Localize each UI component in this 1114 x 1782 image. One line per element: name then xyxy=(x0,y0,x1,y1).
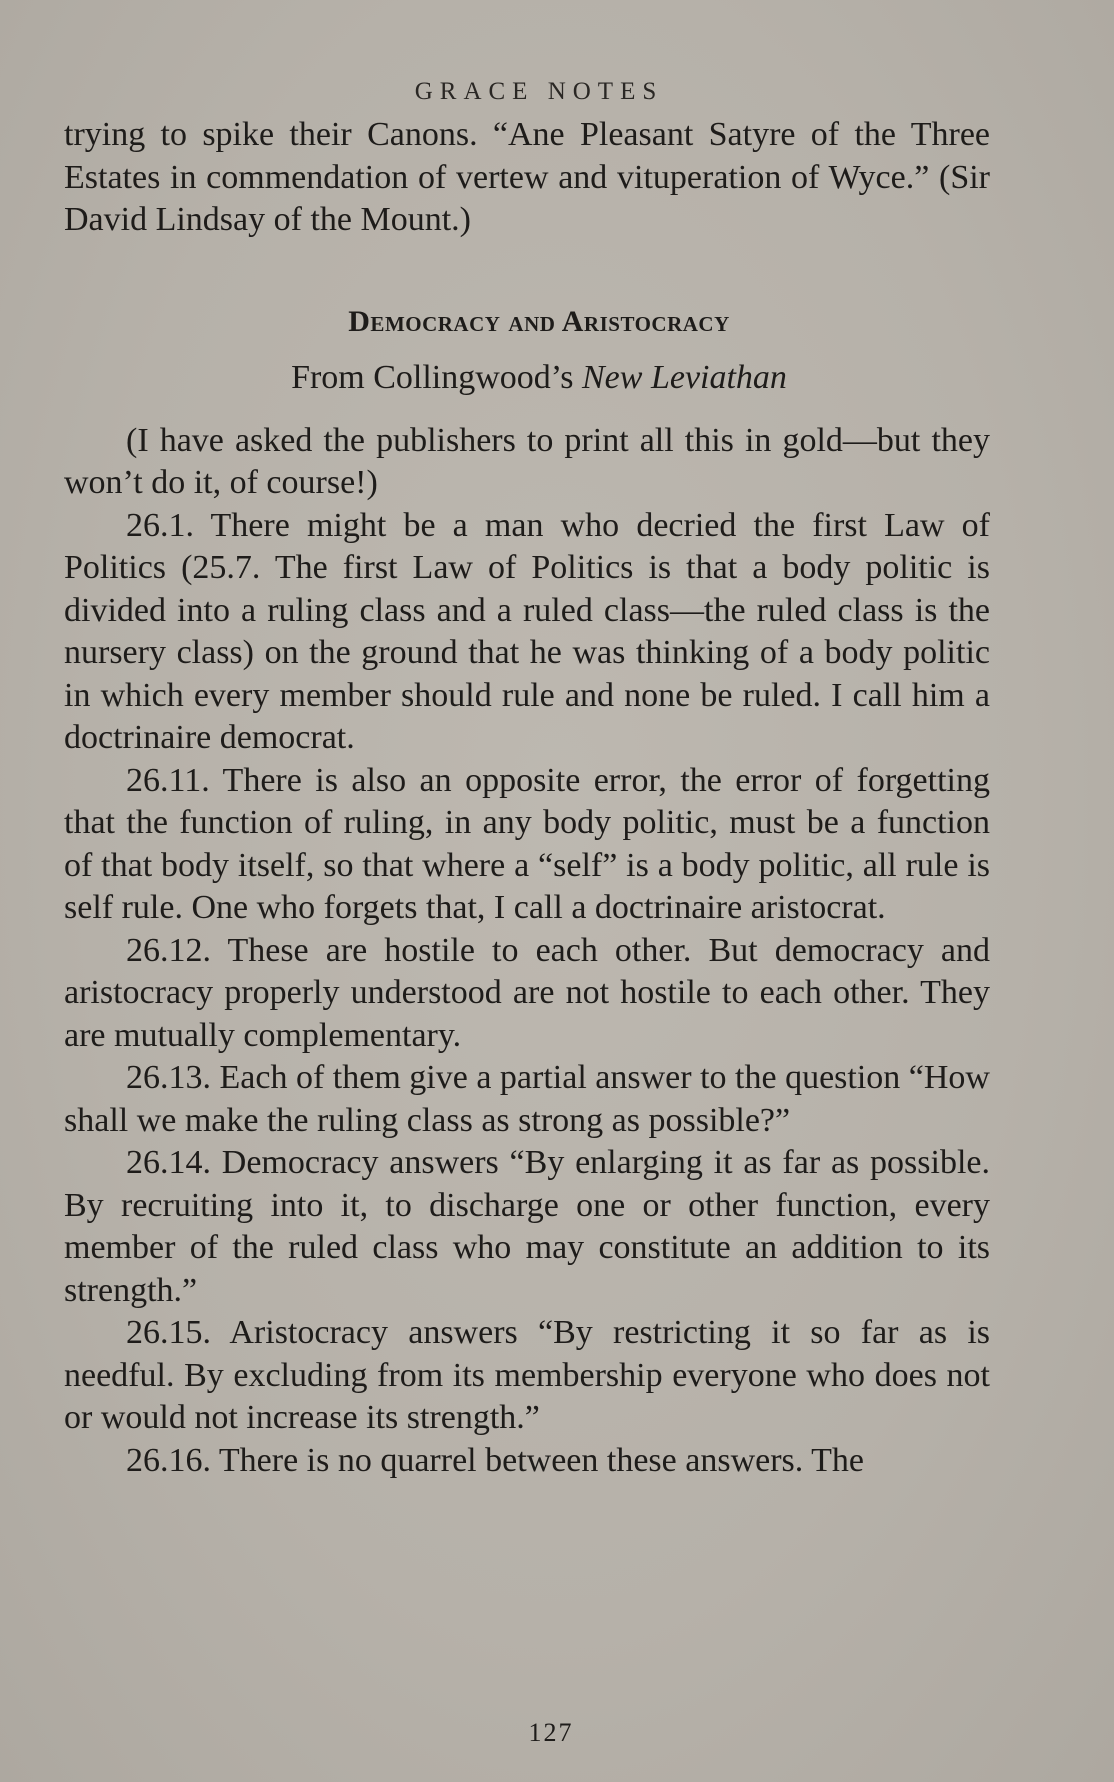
paragraph-26-14: 26.14. Democracy answers “By enlarging it as far as possible. By recruiting into it, to discharge one or other function, every member of the ruled class who may constitute an addition to its strength.” xyxy=(64,1144,990,1309)
paragraph-note: (I have asked the publishers to print all this in gold—but they won’t do it, of course!) xyxy=(64,421,990,501)
paragraph-26-15: 26.15. Aristocracy answers “By restricting it so far as is needful. By excluding from its membership everyone who does not or would not increase its strength.” xyxy=(64,1314,990,1436)
book-page xyxy=(64,70,990,1747)
section-title: Democracy and Aristocracy xyxy=(348,304,730,338)
paragraph-26-16: 26.16. There is no quarrel between these answers. The xyxy=(126,1441,865,1479)
subtitle-work: New Leviathan xyxy=(582,358,787,396)
paragraph-26-12: 26.12. These are hostile to each other. But democracy and aristocracy properly understood are not hostile to each other. They are mutually complementary. xyxy=(64,931,990,1054)
section-subtitle xyxy=(88,354,990,402)
paragraph-26-13: 26.13. Each of them give a partial answer to the question “How shall we make the ruling class as strong as possible?” xyxy=(64,1059,990,1139)
subtitle-prefix: From Collingwood’s xyxy=(291,358,582,396)
intro-text xyxy=(64,114,990,242)
page-number: 127 xyxy=(528,1718,574,1747)
paragraph-26-11: 26.11. There is also an opposite error, the error of forgetting that the function of ruling, in any body politic, must be a function of that body itself, so that where a “self” is a body politic, all rule is self rule. One who forgets that, I call a doctrinaire aristocrat. xyxy=(64,761,990,926)
paragraph-26-1: 26.1. There might be a man who decried the first Law of Politics (25.7. The first Law of Politics is that a body politic is divided into a ruling class and a ruled class—the ruled class is the nursery class) on the ground that he was thinking of a body politic in which every member should rule and none be ruled. I call him a doctrinaire democrat. xyxy=(64,506,990,756)
body-text xyxy=(64,420,990,1483)
running-head: GRACE NOTES xyxy=(414,78,664,105)
intro-paragraph: trying to spike their Canons. “Ane Pleasant Satyre of the Three Estates in commendation of vertew and vituperation of Wyce.” (Sir David Lindsay of the Mount.) xyxy=(64,116,990,238)
